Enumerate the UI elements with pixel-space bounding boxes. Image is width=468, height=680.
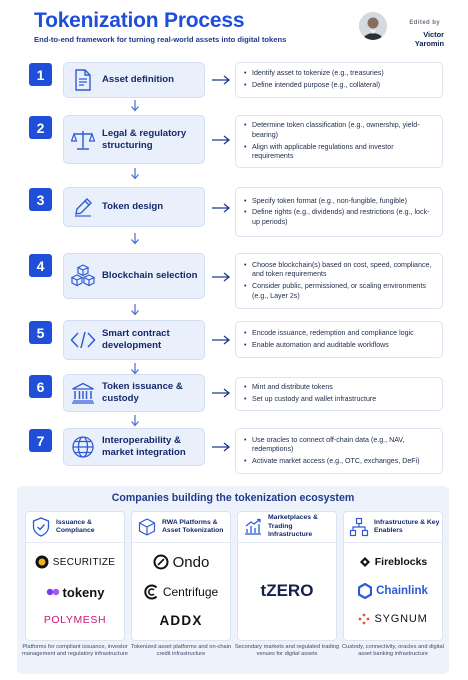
column-heading: RWA Platforms & Asset Tokenization xyxy=(162,518,224,534)
stage-box xyxy=(63,187,205,227)
detail-item: • Choose blockchain(s) based on cost, speed, compliance, and token requirements xyxy=(244,261,434,280)
company-name: Ondo xyxy=(172,553,210,571)
detail-item: • Align with applicable regulations and investor requirements xyxy=(244,143,434,162)
column-footer: Platforms for compliant issuance, investor management and regulatory infrastructure xyxy=(22,644,128,658)
step-details xyxy=(235,428,443,474)
company-logo-sygnum xyxy=(344,611,442,627)
stage-label: Smart contract development xyxy=(102,328,170,351)
stage-label: Blockchain selection xyxy=(102,270,198,281)
company-logo-fireblocks xyxy=(344,554,442,570)
globe-icon xyxy=(71,435,95,459)
stage-label: Token design xyxy=(102,201,164,212)
page-title: Tokenization Process xyxy=(34,9,245,32)
step-number: 7 xyxy=(29,429,52,452)
company-name: Chainlink xyxy=(376,585,428,597)
fireblocks-logo-icon xyxy=(359,556,371,568)
avatar xyxy=(359,12,387,40)
step-details xyxy=(235,187,443,237)
company-logo-centrifuge xyxy=(132,582,230,602)
arrow-down-icon xyxy=(130,415,140,427)
ecosystem-panel xyxy=(17,486,449,674)
stage-label: Token issuance & custody xyxy=(102,381,183,404)
arrow-right-icon xyxy=(211,388,231,398)
step-number: 1 xyxy=(29,63,52,86)
detail-item: • Set up custody and wallet infrastructure xyxy=(244,395,434,405)
company-logo-polymesh xyxy=(26,612,124,628)
company-logo-tokeny xyxy=(26,583,124,601)
ondo-logo-icon xyxy=(153,554,169,570)
company-name: SYGNUM xyxy=(374,613,428,625)
step-number: 5 xyxy=(29,321,52,344)
arrow-right-icon xyxy=(211,335,231,345)
ecosystem-column-marketplaces xyxy=(237,511,337,641)
step-number: 6 xyxy=(29,375,52,398)
company-logo-chainlink xyxy=(344,582,442,600)
centrifuge-logo-icon xyxy=(144,584,160,600)
step-details xyxy=(235,321,443,358)
ecosystem-column-issuance xyxy=(25,511,125,641)
company-name: SECURITIZE xyxy=(52,556,116,568)
ecosystem-column-infrastructure xyxy=(343,511,443,641)
scales-icon xyxy=(71,129,95,151)
cube-icon xyxy=(138,518,156,536)
arrow-down-icon xyxy=(130,168,140,180)
company-logo-ondo xyxy=(132,552,230,572)
stage-box xyxy=(63,428,205,466)
detail-item: • Define rights (e.g., dividends) and restrictions (e.g., lock-up periods) xyxy=(244,208,434,227)
stage-box xyxy=(63,253,205,299)
detail-item: • Define intended purpose (e.g., collateral) xyxy=(244,81,434,91)
step-number: 4 xyxy=(29,254,52,277)
step-details xyxy=(235,115,443,168)
bank-icon xyxy=(71,382,95,404)
ecosystem-column-rwa xyxy=(131,511,231,641)
arrow-right-icon xyxy=(211,272,231,282)
stage-label: Legal & regulatory structuring xyxy=(102,127,187,151)
shield-check-icon xyxy=(32,517,50,537)
company-name: tokeny xyxy=(62,584,105,600)
step-details xyxy=(235,377,443,411)
arrow-right-icon xyxy=(211,203,231,213)
person-icon xyxy=(359,12,387,40)
editor-label: Edited by xyxy=(409,20,440,26)
stage-label: Interoperability & market integration xyxy=(102,435,186,458)
stage-box xyxy=(63,115,205,164)
column-header xyxy=(26,512,124,543)
arrow-right-icon xyxy=(211,135,231,145)
stage-box xyxy=(63,374,205,412)
arrow-down-icon xyxy=(130,304,140,316)
column-header xyxy=(344,512,442,543)
detail-item: • Specify token format (e.g., non-fungible, fungible) xyxy=(244,197,434,207)
code-icon xyxy=(70,330,96,350)
detail-item: • Mint and distribute tokens xyxy=(244,383,434,393)
document-icon xyxy=(73,69,93,91)
detail-item: • Identify asset to tokenize (e.g., treasuries) xyxy=(244,69,434,79)
step-details xyxy=(235,253,443,309)
company-name: tZERO xyxy=(260,581,314,600)
column-heading: Infrastructure & Key Enablers xyxy=(374,518,440,534)
column-header xyxy=(132,512,230,543)
tokeny-logo-icon xyxy=(46,586,60,598)
detail-item: • Use oracles to connect off-chain data (e.g., NAV, redemptions) xyxy=(244,436,434,455)
column-heading: Issuance & Compliance xyxy=(56,518,95,534)
step-details xyxy=(235,62,443,98)
securitize-logo-icon xyxy=(35,555,49,569)
header xyxy=(0,0,468,56)
column-heading: Marketplaces & Trading Infrastructure xyxy=(268,514,318,539)
arrow-right-icon xyxy=(211,75,231,85)
chart-up-icon xyxy=(243,518,263,536)
step-number: 2 xyxy=(29,116,52,139)
arrow-right-icon xyxy=(211,442,231,452)
step-number: 3 xyxy=(29,188,52,211)
column-header xyxy=(238,512,336,543)
column-footer: Secondary markets and regulated trading venues for digital assets xyxy=(234,644,340,658)
detail-item: • Determine token classification (e.g., ownership, yield-bearing) xyxy=(244,121,434,140)
detail-item: • Enable automation and auditable workflows xyxy=(244,341,434,351)
company-name: POLYMESH xyxy=(43,614,107,626)
chainlink-logo-icon xyxy=(358,583,372,599)
network-icon xyxy=(349,517,369,537)
arrow-down-icon xyxy=(130,100,140,112)
company-name: Fireblocks xyxy=(374,556,428,568)
page-subtitle: End-to-end framework for turning real-world assets into digital tokens xyxy=(34,35,287,44)
editor-name: Victor Yaromin xyxy=(414,30,444,48)
company-logo-securitize xyxy=(26,554,124,570)
detail-item: • Encode issuance, redemption and compliance logic xyxy=(244,329,434,339)
stage-label: Asset definition xyxy=(102,74,174,85)
company-name: Centrifuge xyxy=(162,585,219,599)
company-name: ADDX xyxy=(159,612,203,628)
column-footer: Custody, connectivity, oracles and digital asset banking infrastructure xyxy=(342,644,444,658)
ecosystem-title: Companies building the tokenization ecosystem xyxy=(111,492,355,504)
company-logo-tzero xyxy=(238,580,336,602)
stage-box xyxy=(63,320,205,360)
pencil-icon xyxy=(72,196,94,218)
stage-box xyxy=(63,62,205,98)
company-logo-addx xyxy=(132,611,230,629)
column-footer: Tokenized asset platforms and on-chain credit infrastructure xyxy=(130,644,232,658)
sygnum-logo-icon xyxy=(358,613,370,625)
arrow-down-icon xyxy=(130,233,140,245)
detail-item: • Activate market access (e.g., OTC, exchanges, DeFi) xyxy=(244,457,434,467)
detail-item: • Consider public, permissioned, or scaling environments (e.g., Layer 2s) xyxy=(244,282,434,301)
blocks-icon xyxy=(70,264,96,288)
